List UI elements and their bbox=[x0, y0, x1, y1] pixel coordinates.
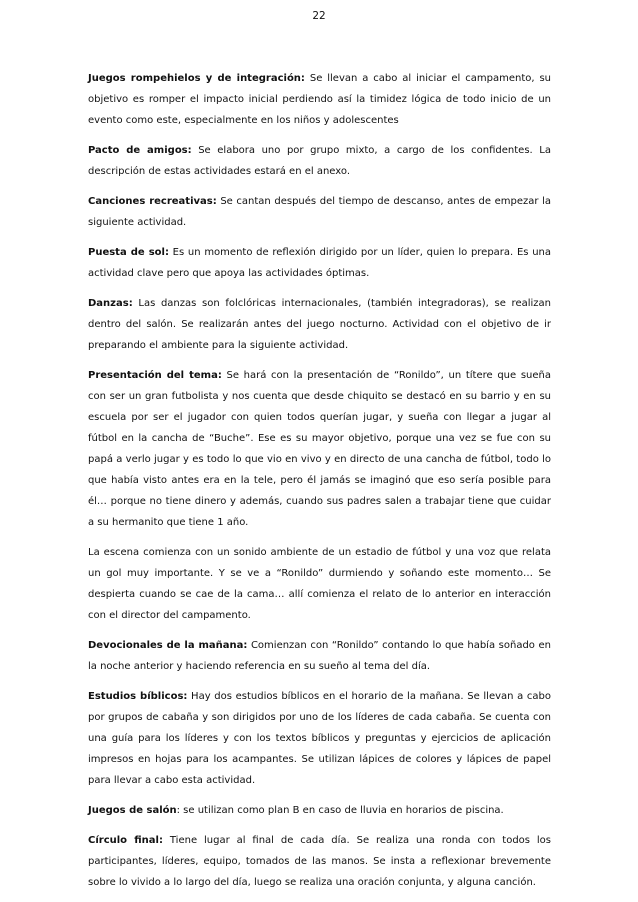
paragraph-text: Se cantan después del tiempo de descanso, antes de empezar la siguiente actividad. bbox=[88, 196, 551, 228]
paragraph-circulo-final bbox=[88, 830, 551, 893]
paragraph-text: Es un momento de reflexión dirigido por un líder, quien lo prepara. Es una actividad clave pero que apoya las actividades óptimas. bbox=[88, 247, 551, 279]
paragraph-canciones-recreativas bbox=[88, 191, 551, 233]
paragraph-devocionales bbox=[88, 635, 551, 677]
paragraph-text: Hay dos estudios bíblicos en el horario de la mañana. Se llevan a cabo por grupos de cabaña y son dirigidos por uno de los líderes de cada cabaña. Se cuenta con una guía para los líderes y con los textos bíblicos y preguntas y ejercicios de aplicación impresos en hojas para los acampantes. Se utilizan lápices de colores y lápices de papel para llevar a cabo esta actividad. bbox=[88, 691, 552, 786]
paragraph-text: Se elabora uno por grupo mixto, a cargo de los confidentes. La descripción de estas actividades estará en el anexo. bbox=[88, 145, 551, 177]
paragraph-presentacion-del-tema bbox=[88, 365, 551, 533]
paragraph-term: Juegos de salón bbox=[88, 805, 177, 816]
paragraph-pacto-de-amigos bbox=[88, 140, 551, 182]
paragraph-text: : se utilizan como plan B en caso de lluvia en horarios de piscina. bbox=[176, 805, 504, 816]
paragraph-term: Presentación del tema: bbox=[88, 370, 222, 381]
paragraph-juegos-rompehielos bbox=[88, 68, 551, 131]
paragraph-term: Círculo final: bbox=[88, 835, 163, 846]
page-number: 22 bbox=[312, 10, 326, 22]
paragraph-la-escena bbox=[88, 542, 551, 626]
paragraph-term: Puesta de sol: bbox=[88, 247, 169, 258]
paragraph-text: Se llevan a cabo al iniciar el campamento, su objetivo es romper el impacto inicial perdiendo así la timidez lógica de todo inicio de un evento como este, especialmente en los niños y adolescentes bbox=[88, 73, 551, 126]
paragraph-text: Las danzas son folclóricas internacionales, (también integradoras), se realizan dentro del salón. Se realizarán antes del juego nocturno. Actividad con el objetivo de ir preparando el ambiente para la siguiente actividad. bbox=[88, 298, 551, 351]
paragraph-term: Devocionales de la mañana: bbox=[88, 640, 248, 651]
paragraph-danzas bbox=[88, 293, 551, 356]
paragraph-term: Pacto de amigos: bbox=[88, 145, 192, 156]
paragraph-term: Danzas: bbox=[88, 298, 133, 309]
paragraph-term: Juegos rompehielos y de integración: bbox=[88, 73, 305, 84]
paragraph-puesta-de-sol bbox=[88, 242, 551, 284]
paragraph-text: Comienzan con “Ronildo” contando lo que había soñado en la noche anterior y haciendo referencia en su sueño al tema del día. bbox=[88, 640, 551, 672]
paragraph-juegos-de-salon bbox=[88, 800, 551, 821]
paragraph-text: Tiene lugar al final de cada día. Se realiza una ronda con todos los participantes, líderes, equipo, tomados de las manos. Se insta a reflexionar brevemente sobre lo vivido a lo largo del día, luego se realiza una oración conjunta, y alguna canción. bbox=[88, 835, 552, 888]
paragraph-term: Canciones recreativas: bbox=[88, 196, 217, 207]
paragraph-estudios-biblicos bbox=[88, 686, 551, 791]
paragraph-text: Se hará con la presentación de “Ronildo”, un títere que sueña con ser un gran futbolista y nos cuenta que desde chiquito se destacó en su barrio y en su escuela por ser el jugador con quien todos querían jugar, y sueña con llegar a jugar al fútbol en la cancha de “Buche”. Ese es su mayor objetivo, porque una vez se fue con su papá a verlo jugar y es todo lo que vio en vivo y en directo de una cancha de fútbol, todo lo que había visto antes era en la tele, pero él jamás se imaginó que eso sería posible para él… porque no tiene dinero y además, cuando sus padres salen a trabajar tiene que cuidar a su hermanito que tiene 1 año. bbox=[88, 370, 551, 528]
document-body bbox=[88, 68, 551, 902]
paragraph-term: Estudios bíblicos: bbox=[88, 691, 188, 702]
paragraph-text: La escena comienza con un sonido ambiente de un estadio de fútbol y una voz que relata un gol muy importante. Y se ve a “Ronildo” durmiendo y soñando este momento… Se despierta cuando se cae de la cama… allí comienza el relato de lo anterior en interacción con el director del campamento. bbox=[88, 547, 551, 621]
